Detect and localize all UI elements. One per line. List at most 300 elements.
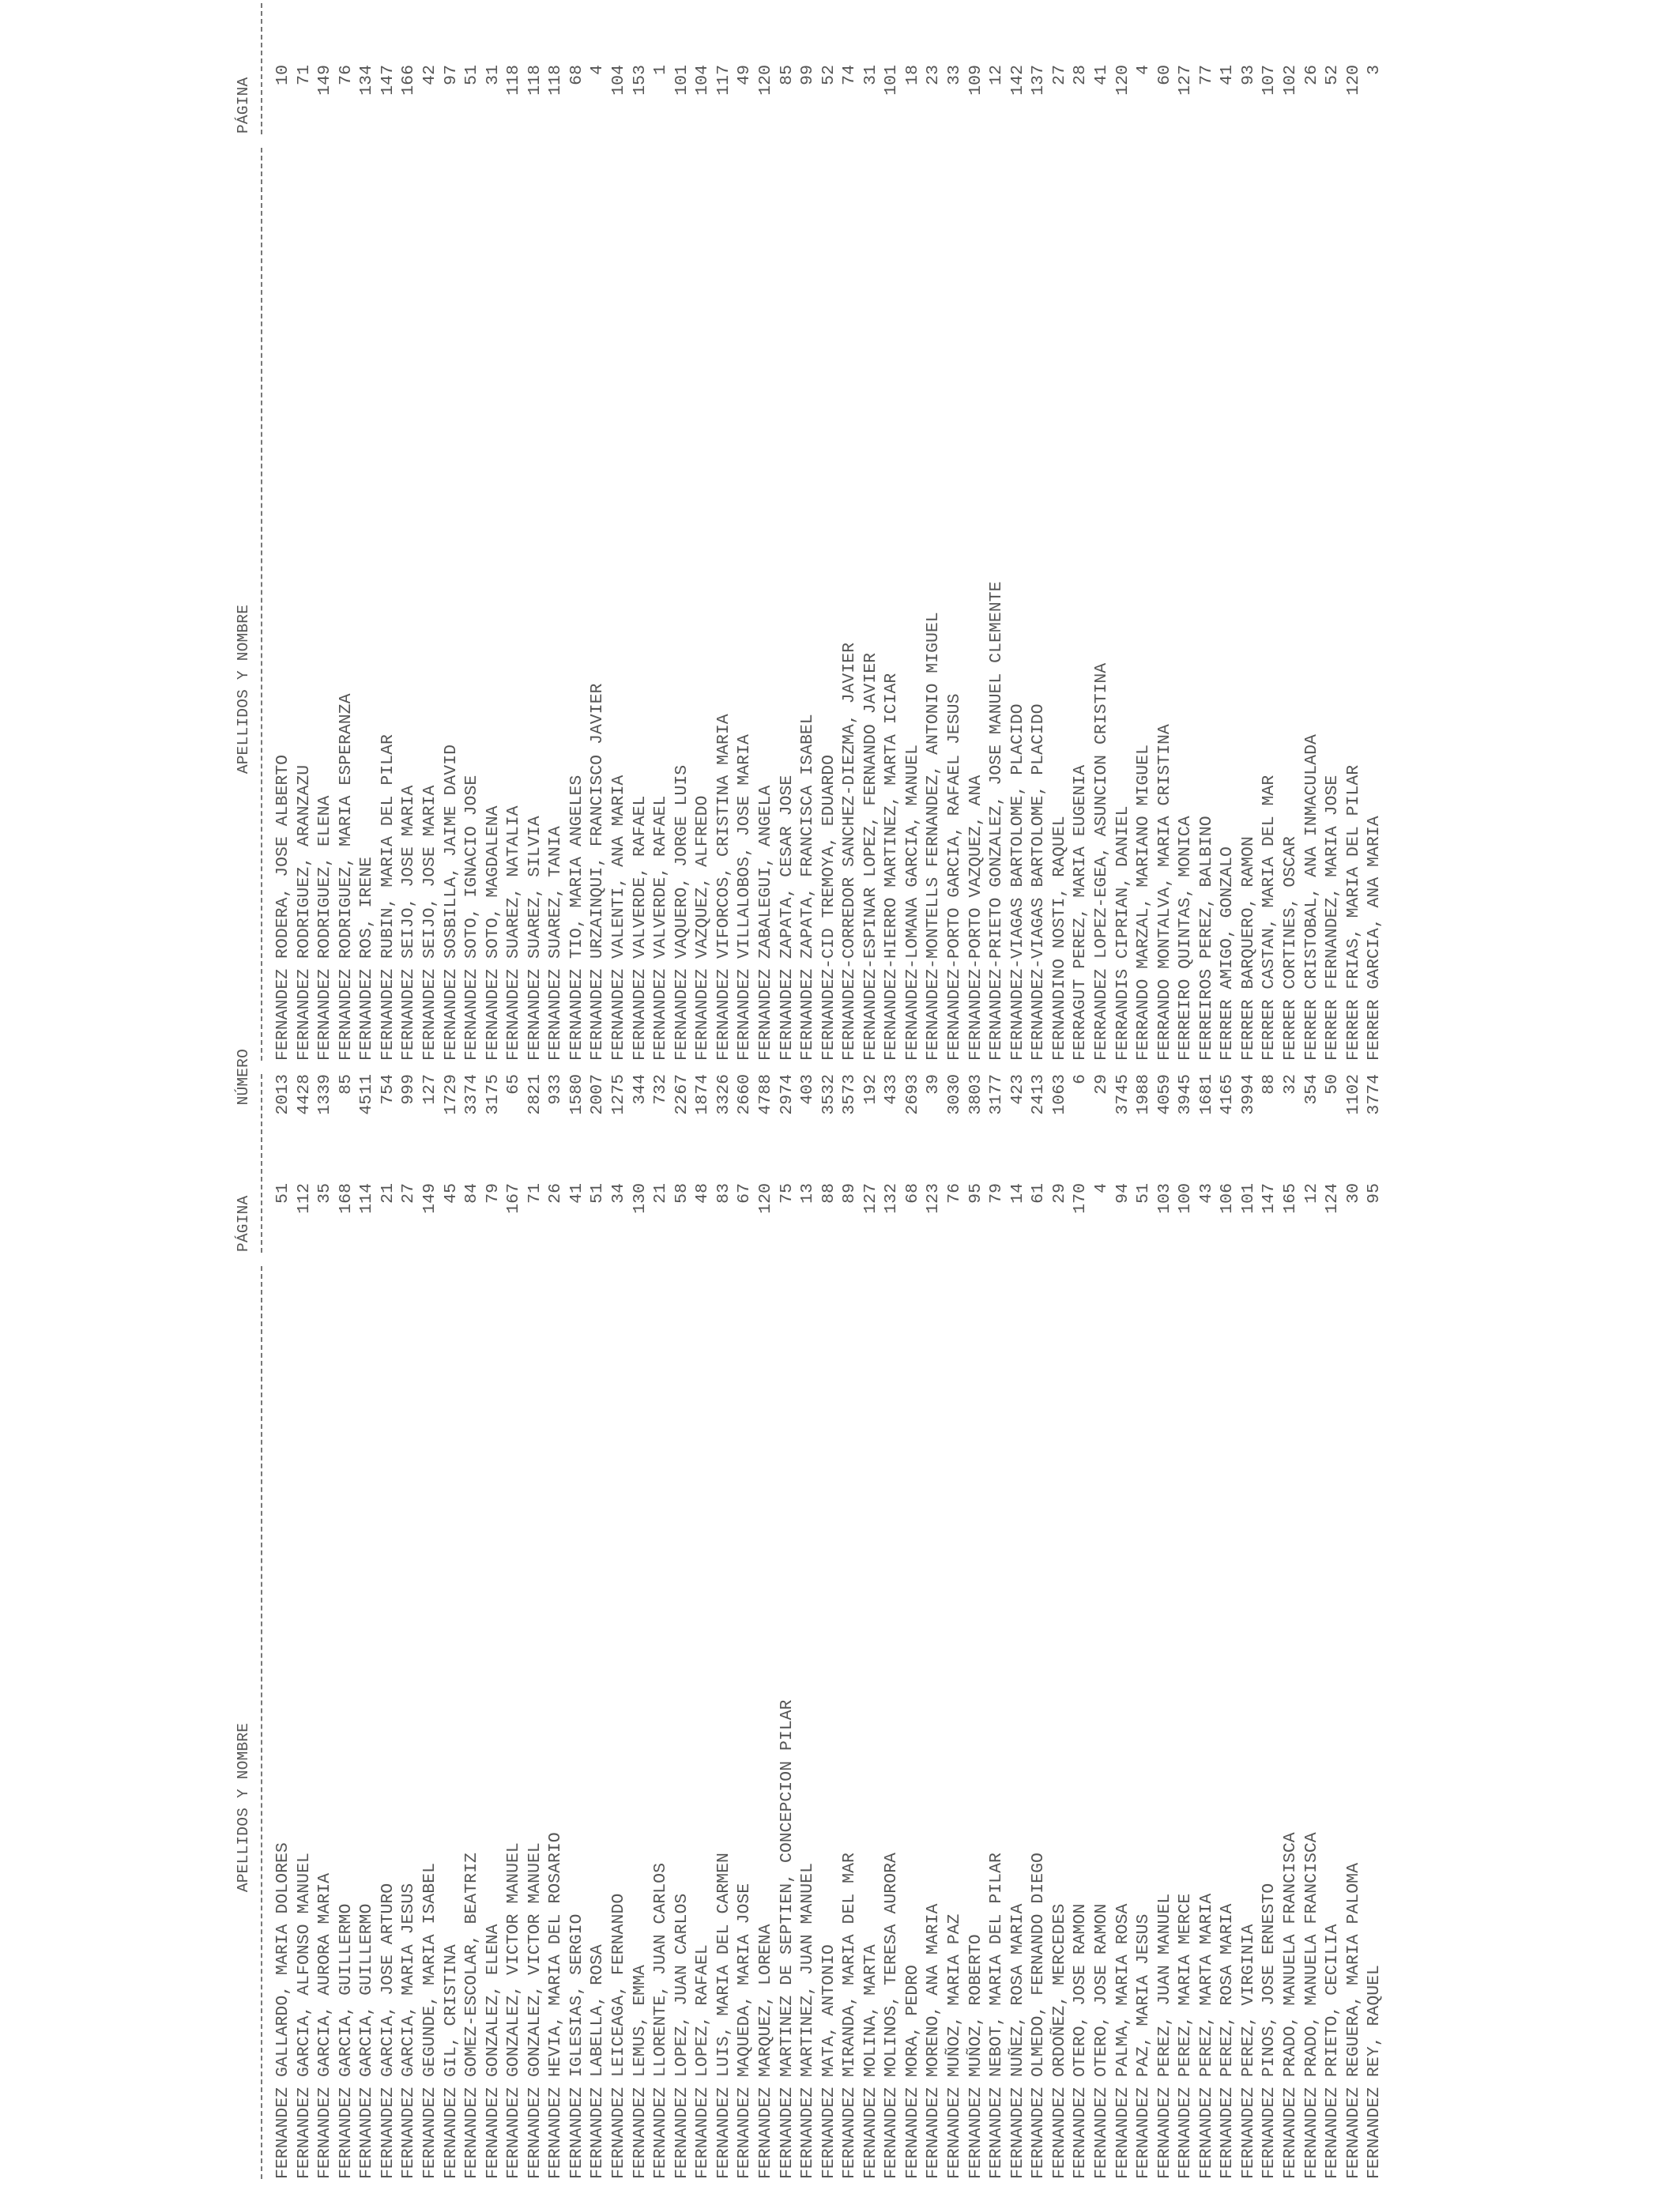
row-number xyxy=(777,0,798,49)
row-page: 21 xyxy=(378,1183,397,1204)
row-number xyxy=(1259,0,1280,49)
row-number xyxy=(734,0,755,49)
row-page: 52 xyxy=(1323,65,1343,85)
row-name: FERNANDEZ-VIAGAS BARTOLOME, PLACIDO xyxy=(1029,703,1049,1061)
row-number xyxy=(608,0,630,49)
row-name: FERNANDEZ HEVIA, MARIA DEL ROSARIO xyxy=(546,1832,566,2179)
row-name: FERNANDEZ VALENTI, ANA MARIA xyxy=(609,775,628,1061)
row-page: 137 xyxy=(1029,65,1049,96)
row-number xyxy=(692,0,714,49)
row-name: FERNANDEZ VILLALOBOS, JOSE MARIA xyxy=(735,734,755,1061)
row-page: 147 xyxy=(1260,1183,1279,1214)
row-number xyxy=(587,0,608,49)
row-name: FERRANDIS CIPRIAN, DANIEL xyxy=(1113,805,1132,1061)
row-number xyxy=(1113,0,1134,49)
row-name: FERNANDEZ LUIS, MARIA DEL CARMEN xyxy=(714,1853,733,2179)
row-page: 83 xyxy=(714,1183,733,1204)
row-name: FERNANDEZ MARTINEZ DE SEPTIEN, CONCEPCION PILAR xyxy=(777,1699,797,2179)
row-name: FERNANDEZ MOLINOS, TERESA AURORA xyxy=(882,1853,902,2179)
row-number: 29 xyxy=(1091,1074,1111,1095)
row-number xyxy=(336,0,357,49)
row-name: FERNANDEZ-CID TREMOYA, EDUARDO xyxy=(819,754,838,1061)
row-name: FERNANDEZ OTERO, JOSE RAMON xyxy=(1071,1903,1090,2179)
row-page: 85 xyxy=(777,65,797,85)
row-number xyxy=(1070,0,1091,49)
row-page: 118 xyxy=(525,65,544,96)
row-number: 3774 xyxy=(1365,1074,1384,1115)
row-number xyxy=(902,0,924,49)
row-page: 68 xyxy=(567,65,586,85)
row-name: FERNANDEZ TIO, MARIA ANGELES xyxy=(567,775,586,1061)
row-page: 84 xyxy=(462,1183,482,1204)
row-page: 166 xyxy=(399,65,419,96)
row-number xyxy=(630,0,651,49)
row-page: 167 xyxy=(504,1183,524,1214)
header-rule-numbers xyxy=(261,1074,262,1253)
row-name: FERNANDEZ OTERO, JOSE RAMON xyxy=(1091,1903,1111,2179)
row-number: 933 xyxy=(546,1074,566,1105)
row-name: FERRAGUT PEREZ, MARIA EUGENIA xyxy=(1071,764,1090,1061)
row-name: FERNANDEZ ZABALEGUI, ANGELA xyxy=(755,785,775,1061)
row-name: FERNANDEZ REY, RAQUEL xyxy=(1365,1965,1384,2179)
row-name: FERNANDEZ RUBIN, MARIA DEL PILAR xyxy=(378,734,397,1061)
row-page: 1 xyxy=(651,65,671,75)
row-page: 34 xyxy=(609,1183,628,1204)
row-name: FERNANDEZ GONZALEZ, ELENA xyxy=(483,1924,503,2179)
row-number: 3030 xyxy=(945,1074,964,1115)
row-page: 48 xyxy=(693,1183,713,1204)
row-name: FERNANDEZ GALLARDO, MARIA DOLORES xyxy=(273,1842,292,2179)
row-name: FERNANDEZ-HIERRO MARTINEZ, MARTA ICIAR xyxy=(882,673,902,1061)
row-page: 61 xyxy=(1029,1183,1049,1204)
row-number: 354 xyxy=(1301,1074,1321,1105)
row-number: 1874 xyxy=(693,1074,713,1115)
row-name: FERNANDEZ SOTO, MAGDALENA xyxy=(483,805,503,1061)
row-number xyxy=(461,0,483,49)
row-number xyxy=(1196,0,1218,49)
row-page: 79 xyxy=(987,1183,1007,1204)
header-rule-name xyxy=(261,1266,262,2179)
row-number xyxy=(567,0,588,49)
row-page: 60 xyxy=(1155,65,1174,85)
row-name: FERNANDEZ VALVERDE, RAFAEL xyxy=(630,795,650,1061)
row-number xyxy=(1217,0,1238,49)
row-name: FERRANDO MONTALVA, MARIA CRISTINA xyxy=(1155,724,1174,1061)
row-name: FERNANDEZ RODERA, JOSE ALBERTO xyxy=(273,754,292,1061)
row-number: 2974 xyxy=(777,1074,797,1115)
row-number xyxy=(545,0,567,49)
row-name: FERNANDEZ LOPEZ, RAFAEL xyxy=(693,1944,713,2179)
row-page: 120 xyxy=(1343,65,1363,96)
row-name: FERNANDEZ LEICEAGA, FERNANDO xyxy=(609,1893,628,2179)
row-number xyxy=(378,0,399,49)
row-page: 124 xyxy=(1323,1183,1343,1214)
row-page: 41 xyxy=(1091,65,1111,85)
row-number xyxy=(923,0,944,49)
row-page: 23 xyxy=(924,65,944,85)
row-number: 4165 xyxy=(1218,1074,1237,1115)
row-page: 112 xyxy=(294,1183,314,1214)
row-name: FERRANDO MARZAL, MARIANO MIGUEL xyxy=(1134,745,1154,1061)
row-number: 2267 xyxy=(672,1074,691,1115)
row-name: FERRER FRIAS, MARIA DEL PILAR xyxy=(1343,764,1363,1061)
row-number: 3573 xyxy=(840,1074,860,1115)
row-page: 97 xyxy=(441,65,461,85)
row-page: 101 xyxy=(1238,1183,1258,1214)
row-number: 3374 xyxy=(462,1074,482,1115)
row-number: 3177 xyxy=(987,1074,1007,1115)
row-number xyxy=(1238,0,1260,49)
row-name: FERRER GARCIA, ANA MARIA xyxy=(1365,816,1384,1061)
header-rule-name xyxy=(261,148,262,1061)
row-page: 4 xyxy=(1134,65,1154,75)
row-page: 104 xyxy=(609,65,628,96)
row-page: 99 xyxy=(798,65,818,85)
row-page: 93 xyxy=(1238,65,1258,85)
row-number: 754 xyxy=(378,1074,397,1105)
row-page: 4 xyxy=(1091,1183,1111,1193)
row-name: FERNANDEZ URZAINQUI, FRANCISCO JAVIER xyxy=(588,683,608,1061)
row-number: 3945 xyxy=(1176,1074,1196,1115)
row-name: FERNANDEZ GARCIA, GUILLERMO xyxy=(336,1903,356,2179)
row-number: 3175 xyxy=(483,1074,503,1115)
row-number: 999 xyxy=(399,1074,419,1105)
row-page: 106 xyxy=(1218,1183,1237,1214)
row-number: 344 xyxy=(630,1074,650,1105)
row-page: 123 xyxy=(924,1183,944,1214)
row-number xyxy=(755,0,777,49)
row-page: 130 xyxy=(630,1183,650,1214)
row-number xyxy=(398,0,420,49)
row-page: 149 xyxy=(420,1183,439,1214)
row-number xyxy=(986,0,1008,49)
row-name: FERNANDEZ-VIAGAS BARTOLOME, PLACIDO xyxy=(1008,703,1027,1061)
row-page: 4 xyxy=(588,65,608,75)
row-page: 170 xyxy=(1071,1183,1090,1214)
row-name: FERNANDEZ SUAREZ, NATALIA xyxy=(504,805,524,1061)
row-name: FERNANDEZ MUÑOZ, ROBERTO xyxy=(966,1934,985,2179)
row-number xyxy=(966,0,987,49)
row-name: FERNANDEZ VAZQUEZ, ALFREDO xyxy=(693,795,713,1061)
row-page: 118 xyxy=(546,65,566,96)
row-name: FERNANDEZ PALMA, MARIA ROSA xyxy=(1113,1903,1132,2179)
row-page: 95 xyxy=(966,1183,985,1204)
row-name: FERNANDEZ IGLESIAS, SERGIO xyxy=(567,1913,586,2179)
row-number xyxy=(797,0,819,49)
row-number: 1339 xyxy=(315,1074,335,1115)
row-page: 107 xyxy=(1260,65,1279,96)
row-name: FERNANDEZ LLORENTE, JUAN CARLOS xyxy=(651,1863,671,2179)
row-number xyxy=(441,0,462,49)
row-name: FERNANDEZ RODRIGUEZ, ARANZAZU xyxy=(294,764,314,1061)
row-page: 26 xyxy=(546,1183,566,1204)
row-page: 45 xyxy=(441,1183,461,1204)
row-number: 2821 xyxy=(525,1074,544,1115)
row-page: 102 xyxy=(1281,65,1300,96)
row-page: 29 xyxy=(1049,1183,1069,1204)
row-page: 49 xyxy=(735,65,755,85)
row-number xyxy=(839,0,861,49)
header-number xyxy=(234,0,253,57)
row-page: 101 xyxy=(882,65,902,96)
row-name: FERREIROS PEREZ, BALBINO xyxy=(1196,816,1216,1061)
row-name: FERRER CRISTOBAL, ANA INMACULADA xyxy=(1301,734,1321,1061)
row-number xyxy=(315,0,336,49)
row-number xyxy=(483,0,504,49)
row-page: 75 xyxy=(777,1183,797,1204)
row-name: FERNANDEZ ZAPATA, FRANCISCA ISABEL xyxy=(798,714,818,1061)
row-number: 403 xyxy=(798,1074,818,1105)
row-page: 51 xyxy=(588,1183,608,1204)
row-name: FERNANDEZ ROS, IRENE xyxy=(357,856,377,1061)
row-number xyxy=(944,0,966,49)
row-number: 88 xyxy=(1260,1074,1279,1095)
row-name: FERNANDEZ REGUERA, MARIA PALOMA xyxy=(1343,1863,1363,2179)
row-name: FERNANDEZ MORA, PEDRO xyxy=(902,1965,922,2179)
row-page: 31 xyxy=(483,65,503,85)
row-number: 6 xyxy=(1071,1074,1090,1084)
row-number xyxy=(1133,0,1155,49)
row-number: 3326 xyxy=(714,1074,733,1115)
row-page: 68 xyxy=(902,1183,922,1204)
row-name: FERNANDEZ MUÑOZ, MARIA PAZ xyxy=(945,1913,964,2179)
row-page: 88 xyxy=(819,1183,838,1204)
row-page: 12 xyxy=(1301,1183,1321,1204)
row-number: 32 xyxy=(1281,1074,1300,1095)
row-page: 103 xyxy=(1155,1183,1174,1214)
row-name: FERNANDEZ VALVERDE, RAFAEL xyxy=(651,795,671,1061)
row-number xyxy=(1008,0,1029,49)
row-number: 2693 xyxy=(902,1074,922,1115)
row-name: FERNANDEZ NUÑEZ, ROSA MARIA xyxy=(1008,1903,1027,2179)
row-page: 12 xyxy=(987,65,1007,85)
row-number xyxy=(503,0,525,49)
row-page: 14 xyxy=(1008,1183,1027,1204)
row-page: 101 xyxy=(672,65,691,96)
row-page: 114 xyxy=(357,1183,377,1214)
row-number: 4788 xyxy=(755,1074,775,1115)
row-name: FERNANDEZ GARCIA, ALFONSO MANUEL xyxy=(294,1853,314,2179)
row-number: 3745 xyxy=(1113,1074,1132,1115)
row-name: FERNANDEZ PEREZ, JUAN MANUEL xyxy=(1155,1893,1174,2179)
row-page: 76 xyxy=(336,65,356,85)
row-name: FERNANDEZ-PORTO GARCIA, RAFAEL JESUS xyxy=(945,693,964,1061)
row-number xyxy=(294,0,315,49)
row-page: 27 xyxy=(1049,65,1069,85)
row-number: 4511 xyxy=(357,1074,377,1115)
row-number: 85 xyxy=(336,1074,356,1095)
row-name: FERNANDEZ-PORTO VAZQUEZ, ANA xyxy=(966,775,985,1061)
row-name: FERNANDEZ PAZ, MARIA JESUS xyxy=(1134,1913,1154,2179)
row-name: FERNANDEZ MARQUEZ, LORENA xyxy=(755,1924,775,2179)
row-number: 3803 xyxy=(966,1074,985,1115)
row-name: FERNANDEZ SOTO, IGNACIO JOSE xyxy=(462,775,482,1061)
row-page: 74 xyxy=(840,65,860,85)
row-name: FERNANDEZ-LOMANA GARCIA, MANUEL xyxy=(902,745,922,1061)
row-number xyxy=(420,0,441,49)
row-number: 65 xyxy=(504,1074,524,1095)
row-page: 94 xyxy=(1113,1183,1132,1204)
row-page: 3 xyxy=(1365,65,1384,75)
row-name: FERNANDEZ MAQUEDA, MARIA JOSE xyxy=(735,1883,755,2179)
row-name: FERRER CASTAN, MARIA DEL MAR xyxy=(1260,775,1279,1061)
row-page: 100 xyxy=(1176,1183,1196,1214)
row-number: 3532 xyxy=(819,1074,838,1115)
row-name: FERNANDEZ PEREZ, ROSA MARIA xyxy=(1218,1903,1237,2179)
row-number xyxy=(1301,0,1323,49)
row-number: 2013 xyxy=(273,1074,292,1115)
row-page: 117 xyxy=(714,65,733,96)
row-number xyxy=(1091,0,1113,49)
header-page: PÁGINA xyxy=(235,1195,252,1252)
row-name: FERNANDEZ PRADO, MANUELA FRANCISCA xyxy=(1281,1832,1300,2179)
row-name: FERNANDEZ SEIJO, JOSE MARIA xyxy=(420,785,439,1061)
row-number: 2413 xyxy=(1029,1074,1049,1115)
row-number: 1580 xyxy=(567,1074,586,1115)
row-page: 95 xyxy=(1365,1183,1384,1204)
row-name: FERNANDEZ MATA, ANTONIO xyxy=(819,1944,838,2179)
row-name: FERNANDEZ VAQUERO, JORGE LUIS xyxy=(672,764,691,1061)
row-page: 168 xyxy=(336,1183,356,1214)
row-name: FERREIRO QUINTAS, MONICA xyxy=(1176,816,1196,1061)
row-number xyxy=(1175,0,1196,49)
row-number: 433 xyxy=(882,1074,902,1105)
row-name: FERNANDEZ PEREZ, MARTA MARIA xyxy=(1196,1893,1216,2179)
row-number: 3994 xyxy=(1238,1074,1258,1115)
row-number: 1729 xyxy=(441,1074,461,1115)
row-number xyxy=(672,0,693,49)
row-page: 104 xyxy=(693,65,713,96)
row-name: FERNANDEZ PINOS, JOSE ERNESTO xyxy=(1260,1883,1279,2179)
row-number: 4059 xyxy=(1155,1074,1174,1115)
row-number xyxy=(714,0,735,49)
row-page: 71 xyxy=(525,1183,544,1204)
row-name: FERNANDEZ GONZALEZ, VICTOR MANUEL xyxy=(525,1842,544,2179)
row-number: 1102 xyxy=(1343,1074,1363,1115)
row-page: 13 xyxy=(798,1183,818,1204)
row-name: FERNANDEZ GIL, CRISTINA xyxy=(441,1944,461,2179)
header-name: APELLIDOS Y NOMBRE xyxy=(235,604,252,775)
row-name: FERNANDEZ ORDOÑEZ, MERCEDES xyxy=(1049,1903,1069,2179)
row-name: FERNANDEZ GARCIA, AURORA MARIA xyxy=(315,1872,335,2179)
row-number xyxy=(525,0,546,49)
row-name: FERNANDEZ MORENO, ANA MARIA xyxy=(924,1903,944,2179)
row-name: FERNANDEZ PEREZ, MARIA MERCE xyxy=(1176,1893,1196,2179)
header-page: PÁGINA xyxy=(235,77,252,134)
row-name: FERNANDEZ MARTINEZ, JUAN MANUEL xyxy=(798,1863,818,2179)
row-name: FERNANDEZ-MONTELLS FERNANDEZ, ANTONIO MIGUEL xyxy=(924,612,944,1061)
row-page: 71 xyxy=(294,65,314,85)
row-page: 149 xyxy=(315,65,335,96)
row-page: 79 xyxy=(483,1183,503,1204)
row-number xyxy=(1155,0,1176,49)
row-name: FERNANDINO NOSTI, RAQUEL xyxy=(1049,816,1069,1061)
row-number xyxy=(1322,0,1343,49)
row-page: 58 xyxy=(672,1183,691,1204)
row-page: 51 xyxy=(1134,1183,1154,1204)
row-number: 2660 xyxy=(735,1074,755,1115)
row-name: FERNANDEZ RODRIGUEZ, MARIA ESPERANZA xyxy=(336,693,356,1061)
row-name: FERNANDEZ MIRANDA, MARIA DEL MAR xyxy=(840,1853,860,2179)
row-page: 27 xyxy=(399,1183,419,1204)
row-page: 147 xyxy=(378,65,397,96)
row-page: 89 xyxy=(840,1183,860,1204)
row-name: FERNANDEZ PRIETO, CECILIA xyxy=(1323,1924,1343,2179)
row-page: 127 xyxy=(1176,65,1196,96)
row-page: 10 xyxy=(273,65,292,85)
row-name: FERNANDEZ GEGUNDE, MARIA ISABEL xyxy=(420,1863,439,2179)
row-name: FERNANDEZ ZAPATA, CESAR JOSE xyxy=(777,775,797,1061)
row-name: FERNANDEZ LEMUS, EMMA xyxy=(630,1965,650,2179)
row-number xyxy=(819,0,840,49)
row-page: 76 xyxy=(945,1183,964,1204)
row-number: 1275 xyxy=(609,1074,628,1115)
row-name: FERRER FERNANDEZ, MARIA JOSE xyxy=(1323,775,1343,1061)
row-name: FERNANDEZ GARCIA, JOSE ARTURO xyxy=(378,1883,397,2179)
row-page: 120 xyxy=(755,1183,775,1214)
row-name: FERNANDEZ OLMEDO, FERNANDO DIEGO xyxy=(1029,1853,1049,2179)
row-page: 127 xyxy=(861,1183,880,1214)
row-page: 153 xyxy=(630,65,650,96)
row-number xyxy=(1049,0,1071,49)
row-name: FERNANDEZ MOLINA, MARTA xyxy=(861,1944,880,2179)
row-name: FERNANDEZ GOMEZ-ESCOLAR, BEATRIZ xyxy=(462,1853,482,2179)
row-page: 165 xyxy=(1281,1183,1300,1214)
row-name: FERRER CORTINES, OSCAR xyxy=(1281,836,1300,1061)
row-name: FERNANDEZ SUAREZ, SILVIA xyxy=(525,816,544,1061)
row-page: 21 xyxy=(651,1183,671,1204)
row-page: 51 xyxy=(273,1183,292,1204)
header-name: APELLIDOS Y NOMBRE xyxy=(235,1722,252,1893)
row-number: 1988 xyxy=(1134,1074,1154,1115)
row-page: 18 xyxy=(902,65,922,85)
row-name: FERNANDEZ GARCIA, MARIA JESUS xyxy=(399,1883,419,2179)
row-number xyxy=(356,0,378,49)
row-page: 30 xyxy=(1343,1183,1363,1204)
row-page: 41 xyxy=(567,1183,586,1204)
row-number: 2007 xyxy=(588,1074,608,1115)
row-page: 132 xyxy=(882,1183,902,1214)
row-name: FERNANDEZ SOSBILLA, JAIME DAVID xyxy=(441,745,461,1061)
row-name: FERNANDEZ PEREZ, VIRGINIA xyxy=(1238,1924,1258,2179)
row-number xyxy=(650,0,672,49)
row-page: 52 xyxy=(819,65,838,85)
row-name: FERNANDEZ SEIJO, JOSE MARIA xyxy=(399,785,419,1061)
row-number xyxy=(273,0,294,49)
row-name: FERNANDEZ LABELLA, ROSA xyxy=(588,1944,608,2179)
row-page: 42 xyxy=(420,65,439,85)
row-page: 28 xyxy=(1071,65,1090,85)
row-page: 51 xyxy=(462,65,482,85)
row-number: 423 xyxy=(1008,1074,1027,1105)
row-page: 31 xyxy=(861,65,880,85)
row-number: 4428 xyxy=(294,1074,314,1115)
row-page: 120 xyxy=(755,65,775,96)
row-page: 33 xyxy=(945,65,964,85)
row-number xyxy=(881,0,902,49)
row-name: FERNANDEZ GARCIA, GUILLERMO xyxy=(357,1903,377,2179)
row-number: 192 xyxy=(861,1074,880,1105)
row-number xyxy=(1280,0,1301,49)
row-name: FERRER AMIGO, GONZALO xyxy=(1218,846,1237,1061)
row-page: 67 xyxy=(735,1183,755,1204)
row-name: FERNANDEZ LOPEZ, JUAN CARLOS xyxy=(672,1893,691,2179)
row-number xyxy=(1364,0,1385,49)
header-rule-numbers xyxy=(261,0,262,134)
row-name: FERRANDEZ LOPEZ-EGEA, ASUNCION CRISTINA xyxy=(1091,662,1111,1061)
row-page: 26 xyxy=(1301,65,1321,85)
row-name: FERNANDEZ-CORREDOR SANCHEZ-DIEZMA, JAVIER xyxy=(840,643,860,1061)
